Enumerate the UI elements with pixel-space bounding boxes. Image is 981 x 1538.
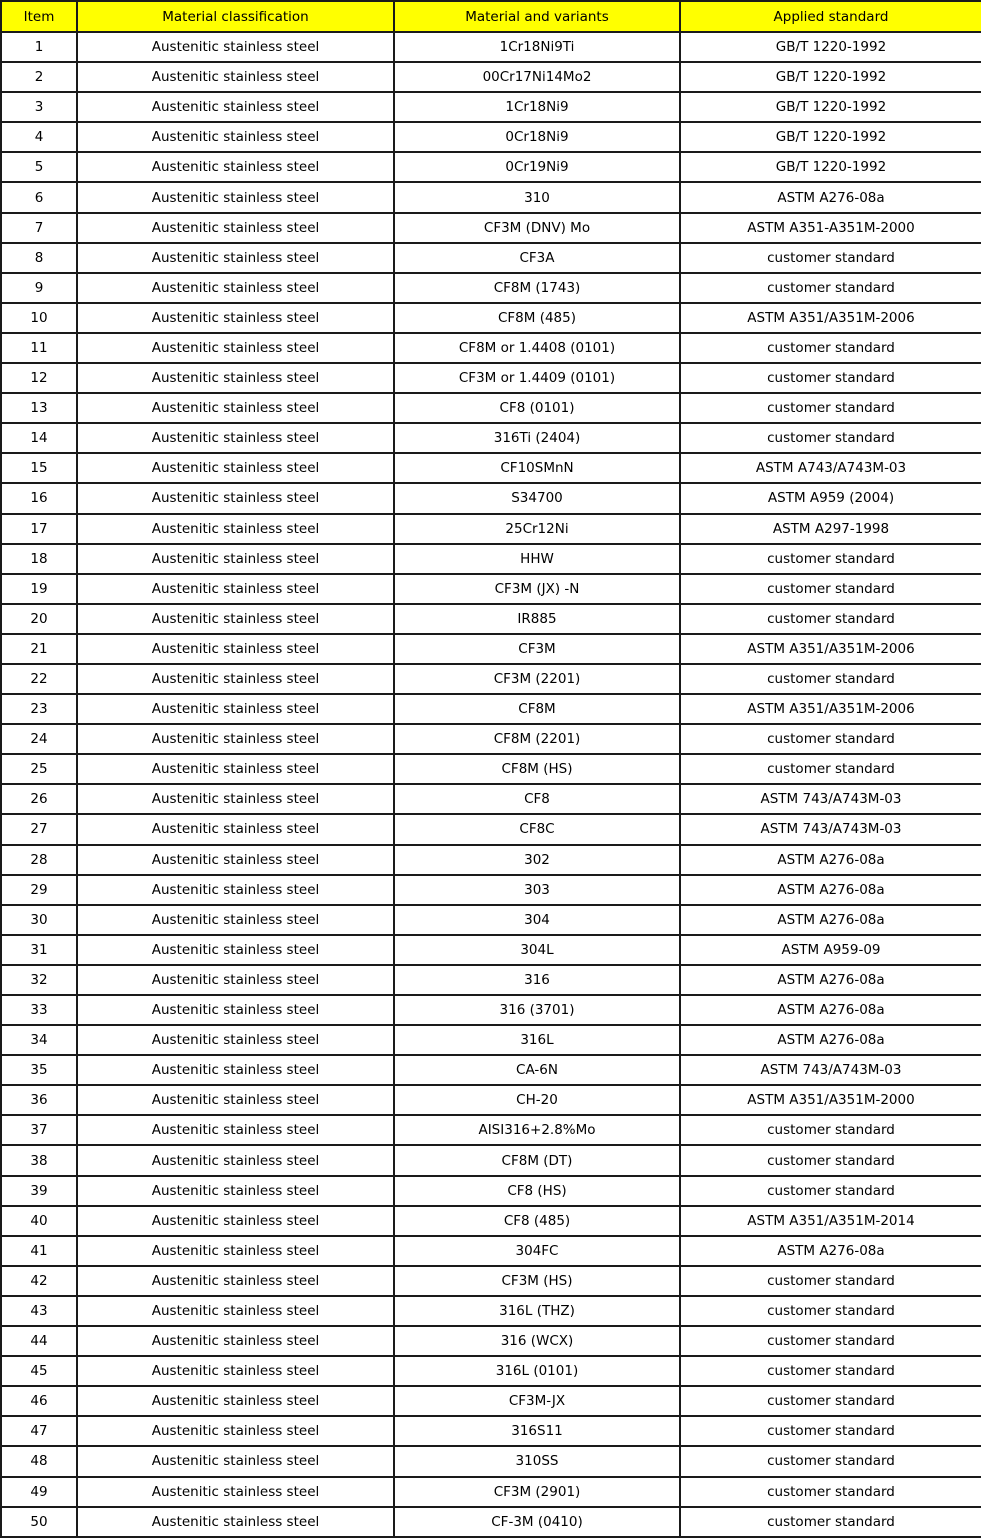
cell-material-classification: Austenitic stainless steel [77,243,394,273]
table-row [1,1085,981,1115]
cell-item: 3 [1,92,77,122]
cell-material-classification: Austenitic stainless steel [77,965,394,995]
table-row [1,875,981,905]
cell-item: 10 [1,303,77,333]
cell-item: 39 [1,1176,77,1206]
cell-material-classification: Austenitic stainless steel [77,935,394,965]
cell-item: 9 [1,273,77,303]
table-row [1,1477,981,1507]
cell-material-classification: Austenitic stainless steel [77,92,394,122]
cell-material-and-variants: CF3M (DNV) Mo [394,213,680,243]
cell-material-and-variants: 00Cr17Ni14Mo2 [394,62,680,92]
cell-applied-standard: customer standard [680,1296,981,1326]
table-row [1,1145,981,1175]
cell-material-and-variants: CF3A [394,243,680,273]
cell-item: 15 [1,453,77,483]
cell-material-and-variants: S34700 [394,483,680,513]
table-row [1,182,981,212]
cell-material-and-variants: 304FC [394,1236,680,1266]
table-row [1,1266,981,1296]
cell-item: 22 [1,664,77,694]
cell-material-and-variants: CF8M (485) [394,303,680,333]
cell-item: 30 [1,905,77,935]
table-row [1,754,981,784]
cell-applied-standard: customer standard [680,574,981,604]
cell-item: 1 [1,32,77,62]
cell-item: 4 [1,122,77,152]
cell-applied-standard: customer standard [680,1176,981,1206]
cell-material-and-variants: CF8M (DT) [394,1145,680,1175]
cell-item: 24 [1,724,77,754]
table-row [1,1236,981,1266]
table-row [1,1356,981,1386]
cell-material-classification: Austenitic stainless steel [77,724,394,754]
table-row [1,664,981,694]
cell-applied-standard: customer standard [680,604,981,634]
table-row [1,393,981,423]
cell-material-classification: Austenitic stainless steel [77,483,394,513]
cell-item: 27 [1,814,77,844]
table-row [1,1446,981,1476]
cell-item: 41 [1,1236,77,1266]
cell-material-classification: Austenitic stainless steel [77,814,394,844]
table-row [1,574,981,604]
cell-item: 45 [1,1356,77,1386]
table-row [1,1296,981,1326]
cell-material-and-variants: CF8M (1743) [394,273,680,303]
cell-material-classification: Austenitic stainless steel [77,664,394,694]
cell-material-and-variants: CA-6N [394,1055,680,1085]
table-row [1,724,981,754]
cell-applied-standard: customer standard [680,333,981,363]
cell-item: 6 [1,182,77,212]
cell-item: 25 [1,754,77,784]
cell-material-and-variants: CF8 (485) [394,1206,680,1236]
cell-material-classification: Austenitic stainless steel [77,1266,394,1296]
cell-material-classification: Austenitic stainless steel [77,784,394,814]
cell-material-classification: Austenitic stainless steel [77,694,394,724]
cell-material-classification: Austenitic stainless steel [77,1326,394,1356]
cell-material-and-variants: 0Cr18Ni9 [394,122,680,152]
cell-material-classification: Austenitic stainless steel [77,1446,394,1476]
cell-item: 17 [1,514,77,544]
cell-material-classification: Austenitic stainless steel [77,453,394,483]
cell-item: 8 [1,243,77,273]
cell-material-and-variants: CF8M [394,694,680,724]
cell-material-and-variants: 310 [394,182,680,212]
cell-material-and-variants: CF3M-JX [394,1386,680,1416]
table-row [1,1176,981,1206]
table-row [1,995,981,1025]
table-row [1,363,981,393]
table-row [1,1326,981,1356]
cell-material-classification: Austenitic stainless steel [77,1176,394,1206]
cell-material-and-variants: 316 (3701) [394,995,680,1025]
cell-material-and-variants: HHW [394,544,680,574]
table-body [1,32,981,1537]
cell-material-and-variants: CF10SMnN [394,453,680,483]
table-row [1,1507,981,1537]
cell-material-and-variants: CF3M (2901) [394,1477,680,1507]
cell-item: 47 [1,1416,77,1446]
cell-material-and-variants: CF8 (0101) [394,393,680,423]
cell-item: 13 [1,393,77,423]
cell-item: 43 [1,1296,77,1326]
cell-material-classification: Austenitic stainless steel [77,574,394,604]
table-row [1,784,981,814]
cell-item: 21 [1,634,77,664]
cell-material-and-variants: CF8M or 1.4408 (0101) [394,333,680,363]
cell-item: 46 [1,1386,77,1416]
cell-material-classification: Austenitic stainless steel [77,1386,394,1416]
cell-item: 48 [1,1446,77,1476]
cell-material-and-variants: CF3M or 1.4409 (0101) [394,363,680,393]
cell-material-classification: Austenitic stainless steel [77,182,394,212]
table-row [1,62,981,92]
cell-material-classification: Austenitic stainless steel [77,1025,394,1055]
cell-applied-standard: ASTM A297-1998 [680,514,981,544]
cell-material-classification: Austenitic stainless steel [77,1416,394,1446]
cell-applied-standard: GB/T 1220-1992 [680,152,981,182]
cell-applied-standard: customer standard [680,1446,981,1476]
cell-material-classification: Austenitic stainless steel [77,393,394,423]
cell-applied-standard: customer standard [680,1507,981,1537]
cell-material-and-variants: CF8C [394,814,680,844]
cell-material-classification: Austenitic stainless steel [77,1507,394,1537]
cell-material-classification: Austenitic stainless steel [77,303,394,333]
cell-item: 44 [1,1326,77,1356]
cell-material-classification: Austenitic stainless steel [77,754,394,784]
table-row [1,694,981,724]
table-row [1,273,981,303]
cell-item: 50 [1,1507,77,1537]
cell-applied-standard: customer standard [680,1416,981,1446]
cell-material-classification: Austenitic stainless steel [77,1477,394,1507]
cell-material-and-variants: 310SS [394,1446,680,1476]
cell-material-classification: Austenitic stainless steel [77,122,394,152]
cell-item: 37 [1,1115,77,1145]
cell-material-and-variants: CF3M (JX) -N [394,574,680,604]
cell-item: 14 [1,423,77,453]
table-row [1,122,981,152]
table-row [1,213,981,243]
cell-applied-standard: customer standard [680,1386,981,1416]
cell-material-and-variants: 304L [394,935,680,965]
cell-material-and-variants: CF3M [394,634,680,664]
cell-item: 40 [1,1206,77,1236]
cell-material-classification: Austenitic stainless steel [77,1236,394,1266]
table-row [1,1025,981,1055]
table-row [1,1055,981,1085]
cell-item: 42 [1,1266,77,1296]
cell-material-classification: Austenitic stainless steel [77,1145,394,1175]
cell-material-classification: Austenitic stainless steel [77,213,394,243]
cell-item: 32 [1,965,77,995]
cell-material-and-variants: CF8 (HS) [394,1176,680,1206]
cell-material-classification: Austenitic stainless steel [77,1206,394,1236]
header-material-and-variants: Material and variants [394,1,680,32]
header-item: Item [1,1,77,32]
table-row [1,1206,981,1236]
cell-item: 38 [1,1145,77,1175]
cell-applied-standard: customer standard [680,544,981,574]
cell-material-and-variants: CH-20 [394,1085,680,1115]
cell-applied-standard: customer standard [680,393,981,423]
table-row [1,1386,981,1416]
cell-material-classification: Austenitic stainless steel [77,333,394,363]
cell-applied-standard: ASTM 743/A743M-03 [680,784,981,814]
cell-applied-standard: ASTM A351-A351M-2000 [680,213,981,243]
cell-material-and-variants: CF3M (HS) [394,1266,680,1296]
cell-material-and-variants: AISI316+2.8%Mo [394,1115,680,1145]
table-row [1,423,981,453]
cell-material-classification: Austenitic stainless steel [77,1296,394,1326]
cell-material-and-variants: CF8M (HS) [394,754,680,784]
cell-material-and-variants: 304 [394,905,680,935]
cell-applied-standard: customer standard [680,1145,981,1175]
cell-applied-standard: ASTM A276-08a [680,965,981,995]
cell-applied-standard: ASTM A351/A351M-2014 [680,1206,981,1236]
cell-item: 12 [1,363,77,393]
header-row [1,1,981,32]
cell-item: 11 [1,333,77,363]
cell-item: 31 [1,935,77,965]
table-row [1,1416,981,1446]
cell-applied-standard: ASTM 743/A743M-03 [680,814,981,844]
cell-material-and-variants: 316 (WCX) [394,1326,680,1356]
cell-material-classification: Austenitic stainless steel [77,32,394,62]
cell-applied-standard: customer standard [680,1115,981,1145]
cell-applied-standard: GB/T 1220-1992 [680,122,981,152]
cell-material-classification: Austenitic stainless steel [77,1085,394,1115]
cell-item: 23 [1,694,77,724]
cell-applied-standard: customer standard [680,273,981,303]
cell-item: 35 [1,1055,77,1085]
cell-material-classification: Austenitic stainless steel [77,1356,394,1386]
header-applied-standard: Applied standard [680,1,981,32]
cell-material-classification: Austenitic stainless steel [77,544,394,574]
cell-applied-standard: ASTM A351/A351M-2006 [680,303,981,333]
cell-item: 28 [1,845,77,875]
table-row [1,303,981,333]
cell-applied-standard: GB/T 1220-1992 [680,92,981,122]
cell-applied-standard: ASTM A959-09 [680,935,981,965]
cell-item: 33 [1,995,77,1025]
cell-applied-standard: ASTM A743/A743M-03 [680,453,981,483]
cell-material-classification: Austenitic stainless steel [77,604,394,634]
table-row [1,243,981,273]
cell-applied-standard: ASTM A276-08a [680,995,981,1025]
cell-material-and-variants: CF3M (2201) [394,664,680,694]
table-row [1,935,981,965]
cell-applied-standard: ASTM A276-08a [680,875,981,905]
cell-applied-standard: ASTM 743/A743M-03 [680,1055,981,1085]
cell-item: 26 [1,784,77,814]
cell-material-and-variants: IR885 [394,604,680,634]
cell-material-classification: Austenitic stainless steel [77,273,394,303]
cell-material-and-variants: 1Cr18Ni9 [394,92,680,122]
header-material-classification: Material classification [77,1,394,32]
cell-material-classification: Austenitic stainless steel [77,152,394,182]
cell-material-and-variants: 316L (0101) [394,1356,680,1386]
table-row [1,514,981,544]
table-row [1,604,981,634]
cell-material-and-variants: 1Cr18Ni9Ti [394,32,680,62]
cell-material-and-variants: 316L (THZ) [394,1296,680,1326]
cell-material-and-variants: 316 [394,965,680,995]
table-row [1,905,981,935]
table-header [1,1,981,32]
cell-applied-standard: customer standard [680,1477,981,1507]
cell-item: 34 [1,1025,77,1055]
cell-material-and-variants: CF-3M (0410) [394,1507,680,1537]
cell-material-and-variants: CF8 [394,784,680,814]
cell-material-and-variants: 316L [394,1025,680,1055]
cell-applied-standard: GB/T 1220-1992 [680,32,981,62]
cell-material-classification: Austenitic stainless steel [77,62,394,92]
cell-item: 2 [1,62,77,92]
cell-material-and-variants: 303 [394,875,680,905]
cell-material-and-variants: CF8M (2201) [394,724,680,754]
table-row [1,845,981,875]
cell-applied-standard: ASTM A276-08a [680,905,981,935]
cell-item: 29 [1,875,77,905]
cell-applied-standard: ASTM A276-08a [680,182,981,212]
cell-applied-standard: ASTM A276-08a [680,845,981,875]
table-row [1,544,981,574]
cell-applied-standard: customer standard [680,1266,981,1296]
cell-material-classification: Austenitic stainless steel [77,514,394,544]
table-row [1,1115,981,1145]
cell-material-and-variants: 302 [394,845,680,875]
cell-material-classification: Austenitic stainless steel [77,845,394,875]
cell-material-classification: Austenitic stainless steel [77,995,394,1025]
table-row [1,32,981,62]
cell-applied-standard: ASTM A351/A351M-2000 [680,1085,981,1115]
cell-applied-standard: customer standard [680,363,981,393]
cell-item: 5 [1,152,77,182]
cell-applied-standard: customer standard [680,243,981,273]
cell-applied-standard: customer standard [680,724,981,754]
table-row [1,483,981,513]
cell-material-classification: Austenitic stainless steel [77,423,394,453]
cell-applied-standard: ASTM A959 (2004) [680,483,981,513]
table-row [1,814,981,844]
cell-applied-standard: customer standard [680,754,981,784]
cell-item: 16 [1,483,77,513]
cell-material-and-variants: 316S11 [394,1416,680,1446]
cell-item: 20 [1,604,77,634]
cell-applied-standard: ASTM A351/A351M-2006 [680,694,981,724]
cell-material-classification: Austenitic stainless steel [77,1115,394,1145]
table-row [1,333,981,363]
table-row [1,634,981,664]
cell-item: 18 [1,544,77,574]
table-row [1,92,981,122]
cell-applied-standard: customer standard [680,1326,981,1356]
cell-material-and-variants: 316Ti (2404) [394,423,680,453]
cell-item: 7 [1,213,77,243]
cell-material-classification: Austenitic stainless steel [77,363,394,393]
cell-applied-standard: customer standard [680,664,981,694]
table-row [1,965,981,995]
cell-material-classification: Austenitic stainless steel [77,1055,394,1085]
cell-applied-standard: ASTM A351/A351M-2006 [680,634,981,664]
table-row [1,152,981,182]
cell-item: 36 [1,1085,77,1115]
cell-item: 19 [1,574,77,604]
cell-applied-standard: ASTM A276-08a [680,1236,981,1266]
cell-material-classification: Austenitic stainless steel [77,875,394,905]
cell-material-and-variants: 0Cr19Ni9 [394,152,680,182]
cell-applied-standard: customer standard [680,1356,981,1386]
cell-material-classification: Austenitic stainless steel [77,905,394,935]
cell-applied-standard: GB/T 1220-1992 [680,62,981,92]
cell-applied-standard: ASTM A276-08a [680,1025,981,1055]
cell-material-and-variants: 25Cr12Ni [394,514,680,544]
cell-material-classification: Austenitic stainless steel [77,634,394,664]
cell-item: 49 [1,1477,77,1507]
table-row [1,453,981,483]
cell-applied-standard: customer standard [680,423,981,453]
